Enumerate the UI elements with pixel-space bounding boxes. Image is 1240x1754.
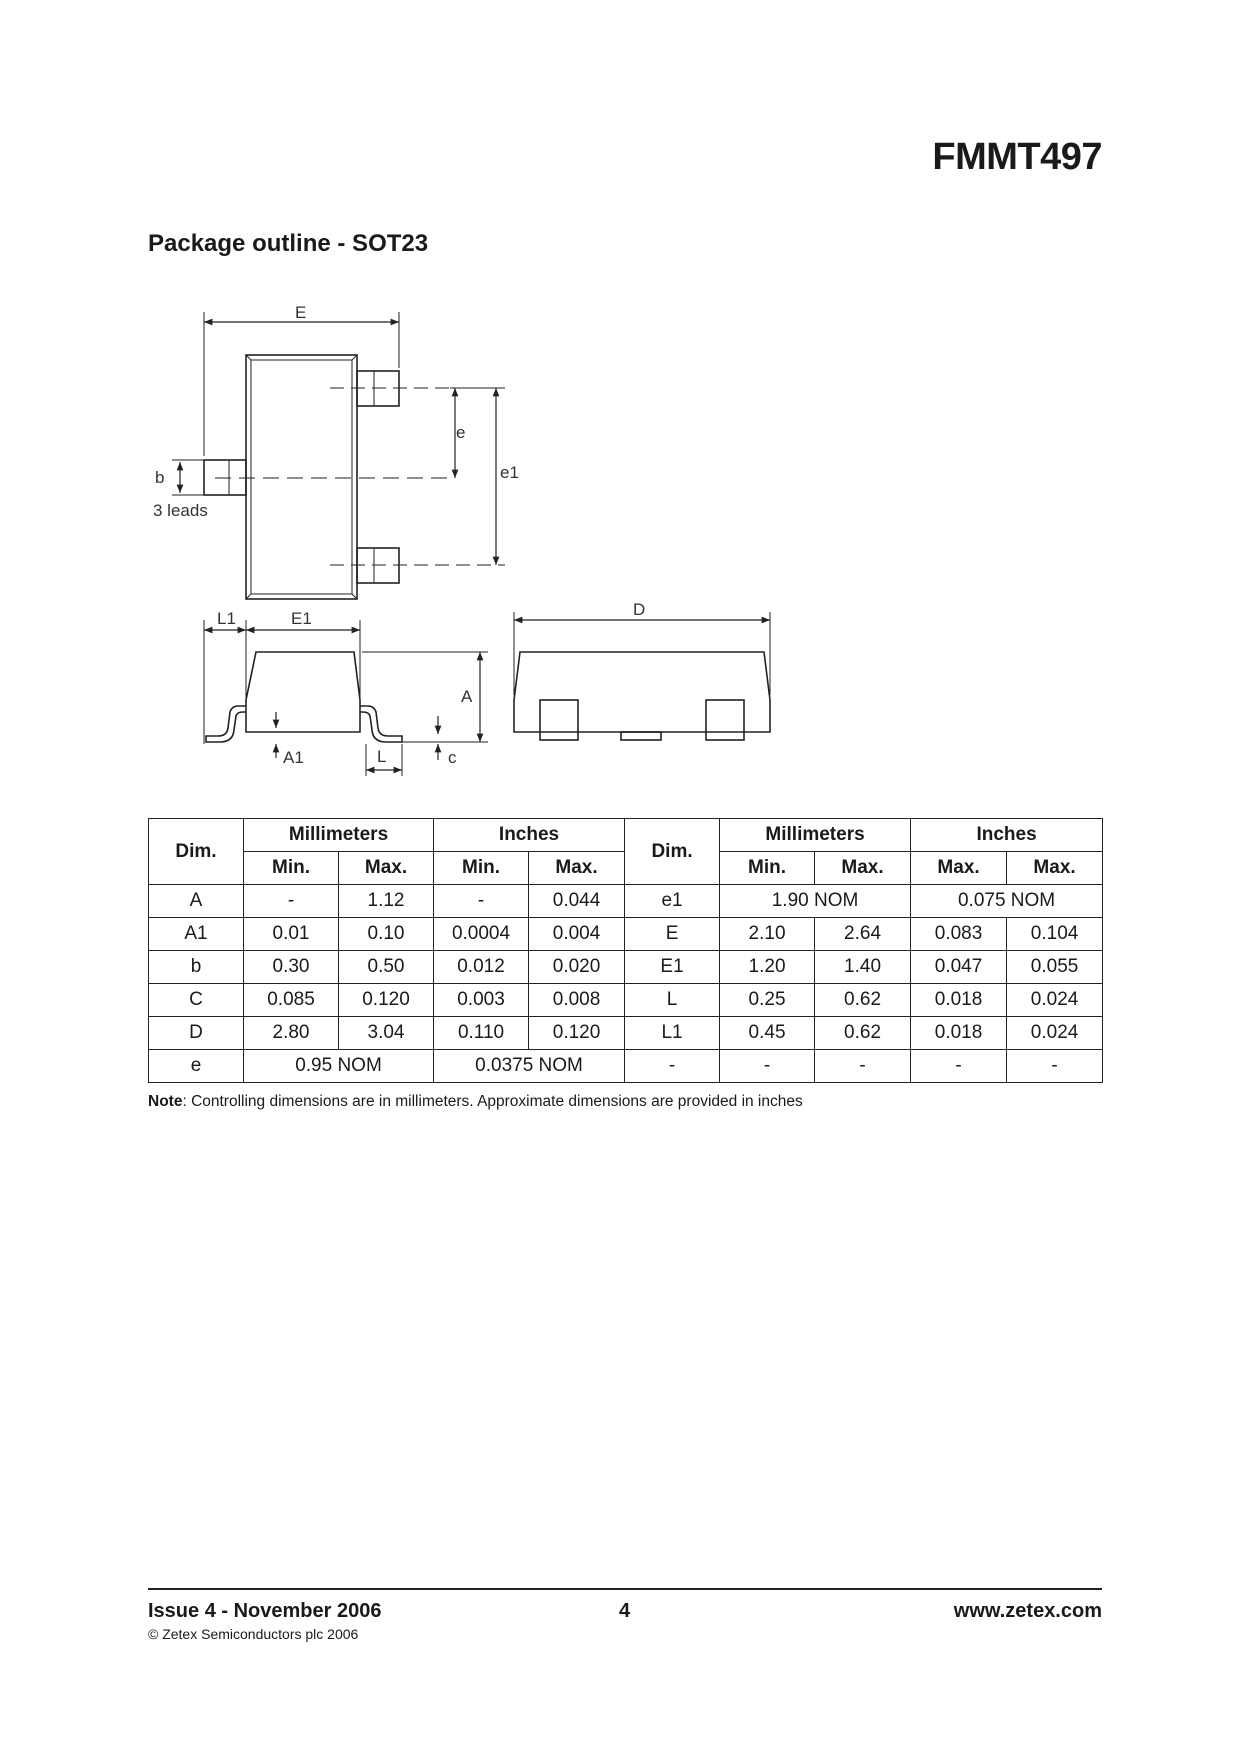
table-cell: L (625, 984, 720, 1017)
side-view-body (246, 652, 360, 732)
front-view-body (514, 652, 770, 732)
table-cell: 0.003 (434, 984, 529, 1017)
label-A: A (461, 687, 473, 706)
table-cell: 0.047 (911, 951, 1007, 984)
table-cell: A1 (149, 918, 244, 951)
table-cell: 2.80 (244, 1017, 339, 1050)
table-cell: 0.01 (244, 918, 339, 951)
table-cell: - (911, 1050, 1007, 1083)
table-cell: 0.120 (529, 1017, 625, 1050)
table-cell: L1 (625, 1017, 720, 1050)
table-cell: - (815, 1050, 911, 1083)
table-cell: 3.04 (339, 1017, 434, 1050)
subheader: Max. (529, 852, 625, 885)
subheader: Max. (815, 852, 911, 885)
table-header-row (149, 819, 1103, 852)
table-cell: 0.10 (339, 918, 434, 951)
table-cell: - (1007, 1050, 1103, 1083)
table-cell: 0.018 (911, 1017, 1007, 1050)
label-e1: e1 (500, 463, 519, 482)
table-cell: 0.62 (815, 1017, 911, 1050)
table-cell: 2.64 (815, 918, 911, 951)
label-c: c (448, 748, 457, 767)
table-note (148, 1093, 803, 1111)
header-dim: Dim. (149, 819, 244, 885)
label-A1: A1 (283, 748, 304, 767)
table-cell: 0.45 (720, 1017, 815, 1050)
section-title: Package outline - SOT23 (148, 230, 429, 257)
table-cell: 0.044 (529, 885, 625, 918)
note-text: : Controlling dimensions are in millimeters. Approximate dimensions are provided in inches (182, 1093, 803, 1110)
table-cell: 1.20 (720, 951, 815, 984)
table-cell: 0.012 (434, 951, 529, 984)
table-cell: - (434, 885, 529, 918)
table-cell: E1 (625, 951, 720, 984)
label-b: b (155, 468, 165, 487)
subheader: Max. (339, 852, 434, 885)
table-cell: - (244, 885, 339, 918)
label-L1: L1 (217, 609, 236, 628)
table-cell: 0.25 (720, 984, 815, 1017)
subheader: Min. (720, 852, 815, 885)
table-cell: e (149, 1050, 244, 1083)
table-row (149, 885, 1103, 918)
table-cell: 0.020 (529, 951, 625, 984)
subheader: Max. (1007, 852, 1103, 885)
table-row (149, 918, 1103, 951)
part-number: FMMT497 (932, 136, 1102, 178)
table-cell: 0.085 (244, 984, 339, 1017)
label-e: e (456, 423, 466, 442)
header-millimeters: Millimeters (244, 819, 434, 852)
table-cell: e1 (625, 885, 720, 918)
table-cell: 0.104 (1007, 918, 1103, 951)
label-E: E (295, 303, 307, 322)
table-cell: C (149, 984, 244, 1017)
header-inches: Inches (434, 819, 625, 852)
table-cell: D (149, 1017, 244, 1050)
dimensions-table (148, 818, 1103, 1083)
table-cell: A (149, 885, 244, 918)
table-cell: 0.004 (529, 918, 625, 951)
subheader: Min. (244, 852, 339, 885)
table-cell: 1.12 (339, 885, 434, 918)
table-row (149, 951, 1103, 984)
table-cell: 0.024 (1007, 984, 1103, 1017)
table-cell: 0.0004 (434, 918, 529, 951)
table-cell: 0.95 NOM (244, 1050, 434, 1083)
footer-divider (148, 1588, 1102, 1590)
label-L: L (377, 747, 387, 766)
table-cell: 0.024 (1007, 1017, 1103, 1050)
page-number: 4 (619, 1600, 631, 1622)
top-view-body (246, 355, 357, 599)
header-millimeters: Millimeters (720, 819, 911, 852)
footer-copyright: © Zetex Semiconductors plc 2006 (148, 1626, 359, 1642)
table-cell: 0.018 (911, 984, 1007, 1017)
header-dim: Dim. (625, 819, 720, 885)
note-label: Note (148, 1093, 183, 1110)
table-cell: 0.008 (529, 984, 625, 1017)
subheader: Min. (434, 852, 529, 885)
label-3-leads: 3 leads (153, 501, 208, 520)
table-cell: E (625, 918, 720, 951)
header-inches: Inches (911, 819, 1103, 852)
table-cell: 0.120 (339, 984, 434, 1017)
label-D: D (633, 600, 646, 619)
table-cell: b (149, 951, 244, 984)
package-outline-drawing (0, 0, 1240, 790)
table-cell: 0.055 (1007, 951, 1103, 984)
table-cell: 0.50 (339, 951, 434, 984)
table-cell: 0.30 (244, 951, 339, 984)
table-cell: 0.083 (911, 918, 1007, 951)
table-row (149, 1017, 1103, 1050)
table-cell: - (720, 1050, 815, 1083)
label-E1: E1 (291, 609, 312, 628)
footer-website-link[interactable]: www.zetex.com (953, 1600, 1102, 1622)
table-cell: 2.10 (720, 918, 815, 951)
table-cell: 0.0375 NOM (434, 1050, 625, 1083)
table-row (149, 1050, 1103, 1083)
table-cell: 0.075 NOM (911, 885, 1103, 918)
table-row (149, 984, 1103, 1017)
subheader: Max. (911, 852, 1007, 885)
table-cell: - (625, 1050, 720, 1083)
table-cell: 0.110 (434, 1017, 529, 1050)
table-cell: 0.62 (815, 984, 911, 1017)
side-view-lead-left (206, 706, 246, 742)
table-cell: 1.90 NOM (720, 885, 911, 918)
table-cell: 1.40 (815, 951, 911, 984)
footer-issue: Issue 4 - November 2006 (148, 1600, 382, 1622)
side-view-lead-right (360, 706, 402, 742)
